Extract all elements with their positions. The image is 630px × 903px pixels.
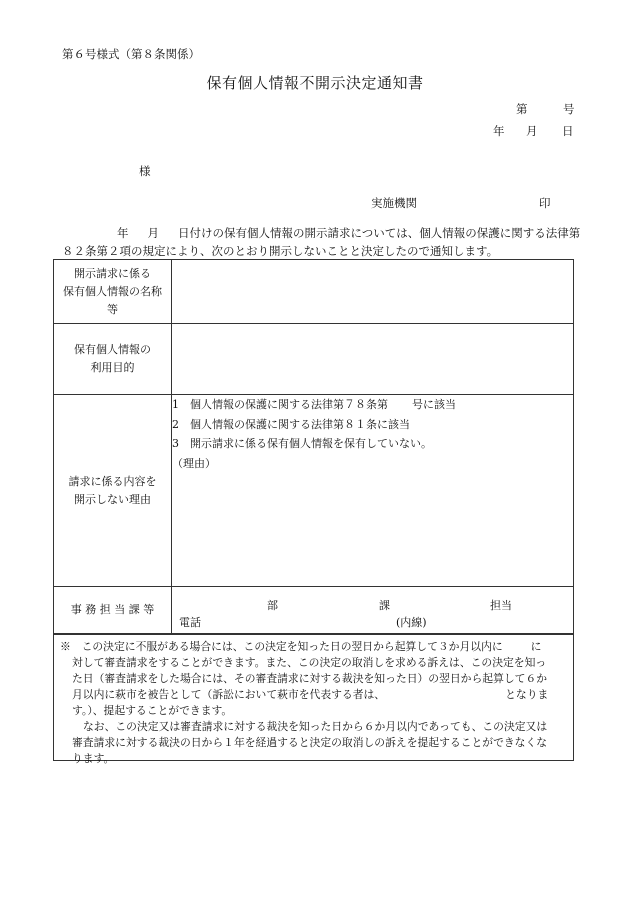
appeal-notice	[53, 634, 574, 765]
note-line4: 月以内に萩市を被告として（訴訟において萩市を代表する者は、 となりま	[72, 688, 549, 701]
note-line2: 対して審査請求をすることができます。また、この決定の取消しを求める訴えは、この決定を知っ	[72, 656, 547, 669]
agency-label: 実施機関	[371, 196, 417, 210]
note-line5: す。）、提起することができます。	[72, 704, 233, 717]
reason-field[interactable]	[172, 395, 574, 587]
body-line2: ８２条第２項の規定により、次のとおり開示しないことと決定したので通知します。	[62, 244, 499, 258]
dept-tanto: 担当	[490, 599, 512, 612]
dept-label: 事 務 担 当 課 等	[54, 587, 172, 634]
note-line8: ります。	[72, 752, 115, 765]
notice-body	[62, 224, 581, 260]
dept-bu: 部	[267, 599, 278, 612]
info-name-field[interactable]	[172, 260, 574, 324]
date-year-label: 年	[493, 124, 505, 138]
reason-item-3: 3 開示請求に係る保有個人情報を保有していない。	[172, 437, 432, 450]
reason-label: 請求に係る内容を 開示しない理由	[54, 395, 172, 587]
addressee-suffix: 様	[139, 164, 151, 178]
date-month-label: 月	[526, 124, 538, 138]
reason-item-1: 1 個人情報の保護に関する法律第７８条第 号に該当	[172, 398, 456, 411]
note-line7: 審査請求に対する裁決の日から１年を経過すると決定の取消しの訴えを提起することができなくな	[72, 736, 548, 749]
number-suffix: 号	[563, 102, 575, 116]
body-line1: 日付けの保有個人情報の開示請求については、個人情報の保護に関する法律第	[178, 226, 581, 240]
extension-label: (内線)	[396, 616, 427, 629]
document-title: 保有個人情報不開示決定通知書	[206, 74, 424, 92]
body-month: 月	[147, 226, 159, 240]
form-number: 第６号様式（第８条関係）	[62, 47, 200, 61]
phone-label: 電話	[179, 616, 201, 629]
purpose-label: 保有個人情報の 利用目的	[54, 324, 172, 395]
body-year: 年	[117, 226, 129, 240]
dept-ka: 課	[379, 599, 390, 612]
note-line1: ※ この決定に不服がある場合には、この決定を知った日の翌日から起算して３か月以内に に	[60, 640, 542, 653]
info-name-label: 開示請求に係る 保有個人情報の名称 等	[54, 260, 172, 324]
seal-mark: 印	[539, 196, 551, 210]
number-prefix: 第	[516, 102, 528, 116]
reason-note: （理由）	[172, 456, 216, 470]
note-line3: た日（審査請求をした場合には、その審査請求に対する裁決を知った日）の翌日から起算して６か	[72, 672, 548, 685]
decision-table	[53, 259, 574, 634]
note-line6: なお、この決定又は審査請求に対する裁決を知った日から６か月以内であっても、この決定又は	[83, 720, 548, 733]
purpose-field[interactable]	[172, 324, 574, 395]
date-day-label: 日	[562, 124, 574, 138]
dept-field[interactable]	[172, 587, 574, 634]
reason-item-2: 2 個人情報の保護に関する法律第８１条に該当	[172, 417, 410, 431]
